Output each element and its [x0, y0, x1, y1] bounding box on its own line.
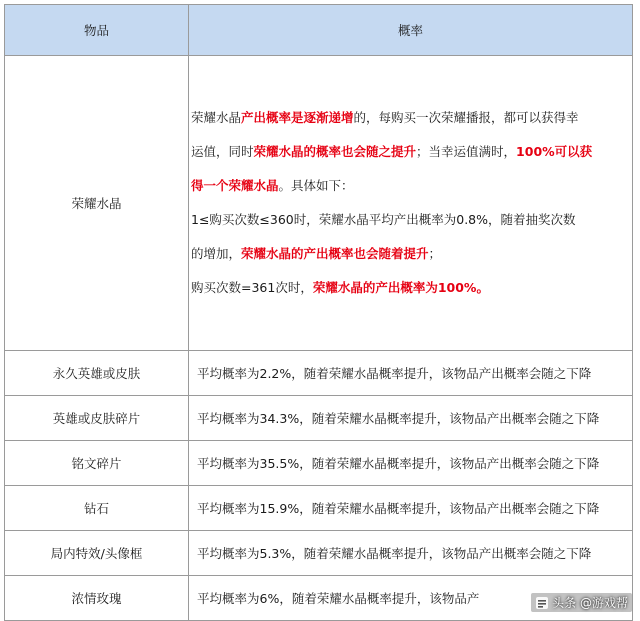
item-name: 荣耀水晶	[5, 56, 189, 351]
item-probability: 平均概率为2.2%，随着荣耀水晶概率提升，该物品产出概率会随之下降	[189, 351, 633, 396]
item-name: 铭文碎片	[5, 441, 189, 486]
item-name: 英雄或皮肤碎片	[5, 396, 189, 441]
detail-text: 购买次数=361次时，	[191, 280, 313, 295]
item-name: 浓情玫瑰	[5, 576, 189, 621]
table-row	[5, 351, 633, 396]
table-row	[5, 486, 633, 531]
item-probability: 平均概率为15.9%，随着荣耀水晶概率提升，该物品产出概率会随之下降	[189, 486, 633, 531]
table-header-row	[5, 5, 633, 56]
detail-text: 。具体如下：	[279, 178, 354, 193]
highlight-text: 产出概率是逐渐递增	[241, 110, 354, 125]
table-row	[5, 531, 633, 576]
header-probability: 概率	[189, 5, 633, 56]
item-probability-detail	[189, 56, 633, 351]
item-name: 钻石	[5, 486, 189, 531]
highlight-text: 荣耀水晶的产出概率为100%。	[313, 280, 489, 295]
item-probability: 平均概率为5.3%，随着荣耀水晶概率提升，该物品产出概率会随之下降	[189, 531, 633, 576]
item-name: 局内特效/头像框	[5, 531, 189, 576]
detail-text: ；当幸运值满时，	[416, 144, 516, 159]
highlight-text: 得一个荣耀水晶	[191, 178, 279, 193]
table-row	[5, 396, 633, 441]
highlight-text: 100%可以获	[516, 144, 592, 159]
detail-line	[191, 135, 626, 169]
detail-line	[191, 203, 626, 237]
item-probability: 平均概率为6%，随着荣耀水晶概率提升，该物品产	[189, 576, 633, 621]
header-item: 物品	[5, 5, 189, 56]
detail-text: 的增加，	[191, 246, 241, 261]
item-probability: 平均概率为34.3%，随着荣耀水晶概率提升，该物品产出概率会随之下降	[189, 396, 633, 441]
highlight-text: 荣耀水晶的概率也会随之提升	[254, 144, 417, 159]
item-name: 永久英雄或皮肤	[5, 351, 189, 396]
detail-text: 荣耀水晶	[191, 110, 241, 125]
detail-text: ；	[429, 246, 442, 261]
detail-line	[191, 237, 626, 271]
probability-table	[4, 4, 633, 621]
watermark	[531, 593, 632, 612]
detail-line	[191, 271, 626, 305]
detail-text: 1≤购买次数≤360时，荣耀水晶平均产出概率为0.8%，随着抽奖次数	[191, 212, 576, 227]
table-row	[5, 441, 633, 486]
detail-line	[191, 101, 626, 135]
watermark-text: 头条 @游戏帮	[552, 594, 628, 611]
highlight-text: 荣耀水晶的产出概率也会随着提升	[241, 246, 429, 261]
toutiao-logo-icon	[535, 596, 549, 610]
detail-line	[191, 169, 626, 203]
item-probability: 平均概率为35.5%，随着荣耀水晶概率提升，该物品产出概率会随之下降	[189, 441, 633, 486]
detail-text: 的，每购买一次荣耀播报，都可以获得幸	[354, 110, 579, 125]
detail-lines	[189, 101, 632, 305]
table-row	[5, 56, 633, 351]
detail-text: 运值，同时	[191, 144, 254, 159]
